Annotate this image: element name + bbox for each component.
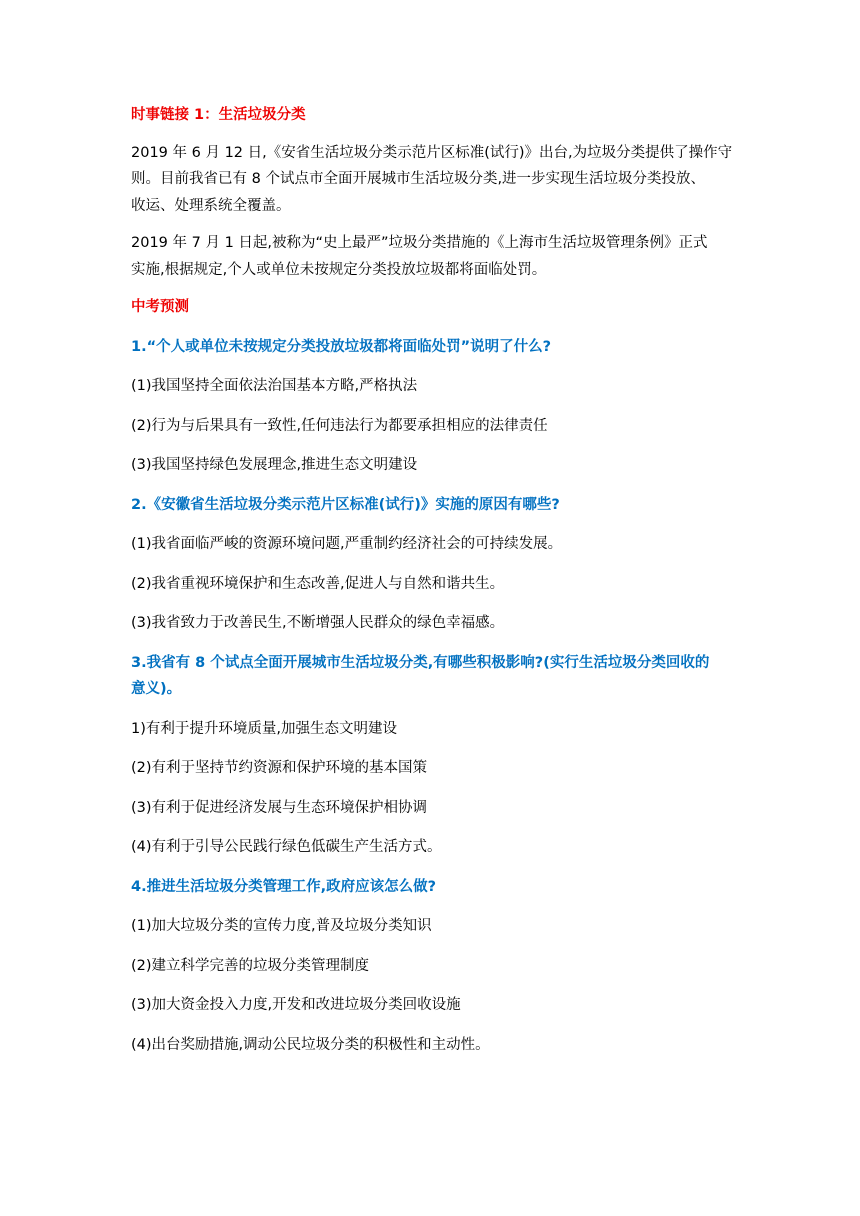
answer-item: (2)有利于坚持节约资源和保护环境的基本国策	[131, 760, 428, 776]
answer-item: (3)有利于促进经济发展与生态环境保护相协调	[131, 799, 428, 816]
news-paragraph-2	[131, 230, 737, 283]
answer-item: 1)有利于提升环境质量,加强生态文明建设	[131, 720, 397, 737]
news-paragraph-1	[131, 140, 737, 220]
paragraph-line: 则。目前我省已有 8 个试点市全面开展城市生活垃圾分类,进一步实现生活垃圾分类投放、	[131, 171, 706, 187]
answer-item: (3)我省致力于改善民生,不断增强人民群众的绿色幸福感。	[131, 615, 505, 631]
document-page	[131, 100, 737, 1058]
answer-item: (4)出台奖励措施,调动公民垃圾分类的积极性和主动性。	[131, 1036, 490, 1053]
answer-item: (2)我省重视环境保护和生态改善,促进人与自然和谐共生。	[131, 575, 505, 592]
question-title-continued: 意义)。	[131, 681, 182, 697]
question-title: 2.《安徽省生活垃圾分类示范片区标准(试行)》实施的原因有哪些?	[131, 496, 560, 513]
paragraph-line: 收运、处理系统全覆盖。	[131, 197, 291, 214]
paragraph-line: 实施,根据规定,个人或单位未按规定分类投放垃圾都将面临处罚。	[131, 261, 547, 278]
question-block-1	[131, 334, 737, 479]
section-heading-news-link: 时事链接 1：生活垃圾分类	[131, 107, 306, 123]
answer-item: (1)我省面临严峻的资源环境问题,严重制约经济社会的可持续发展。	[131, 536, 563, 552]
paragraph-line: 2019 年 7 月 1 日起,被称为“史上最严”垃圾分类措施的《上海市生活垃圾管理条例》正式	[131, 235, 708, 251]
paragraph-line: 2019 年 6 月 12 日,《安省生活垃圾分类示范片区标准(试行)》出台,为垃圾分类提供了操作守	[131, 144, 733, 161]
question-title: 3.我省有 8 个试点全面开展城市生活垃圾分类,有哪些积极影响?(实行生活垃圾分类回收的	[131, 654, 710, 671]
question-block-2	[131, 492, 737, 637]
question-block-3	[131, 650, 737, 861]
question-block-4	[131, 874, 737, 1059]
answer-item: (3)我国坚持绿色发展理念,推进生态文明建设	[131, 457, 418, 473]
answer-item: (2)建立科学完善的垃圾分类管理制度	[131, 957, 370, 974]
section-heading-exam-prediction: 中考预测	[131, 299, 189, 315]
question-title: 4.推进生活垃圾分类管理工作,政府应该怎么做?	[131, 878, 437, 895]
answer-item: (3)加大资金投入力度,开发和改进垃圾分类回收设施	[131, 997, 461, 1013]
question-title: 1.“个人或单位未按规定分类投放垃圾都将面临处罚”说明了什么?	[131, 338, 552, 355]
answer-item: (2)行为与后果具有一致性,任何违法行为都要承担相应的法律责任	[131, 417, 548, 434]
answer-item: (1)加大垃圾分类的宣传力度,普及垃圾分类知识	[131, 918, 432, 934]
answer-item: (1)我国坚持全面依法治国基本方略,严格执法	[131, 378, 418, 394]
answer-item: (4)有利于引导公民践行绿色低碳生产生活方式。	[131, 839, 442, 855]
